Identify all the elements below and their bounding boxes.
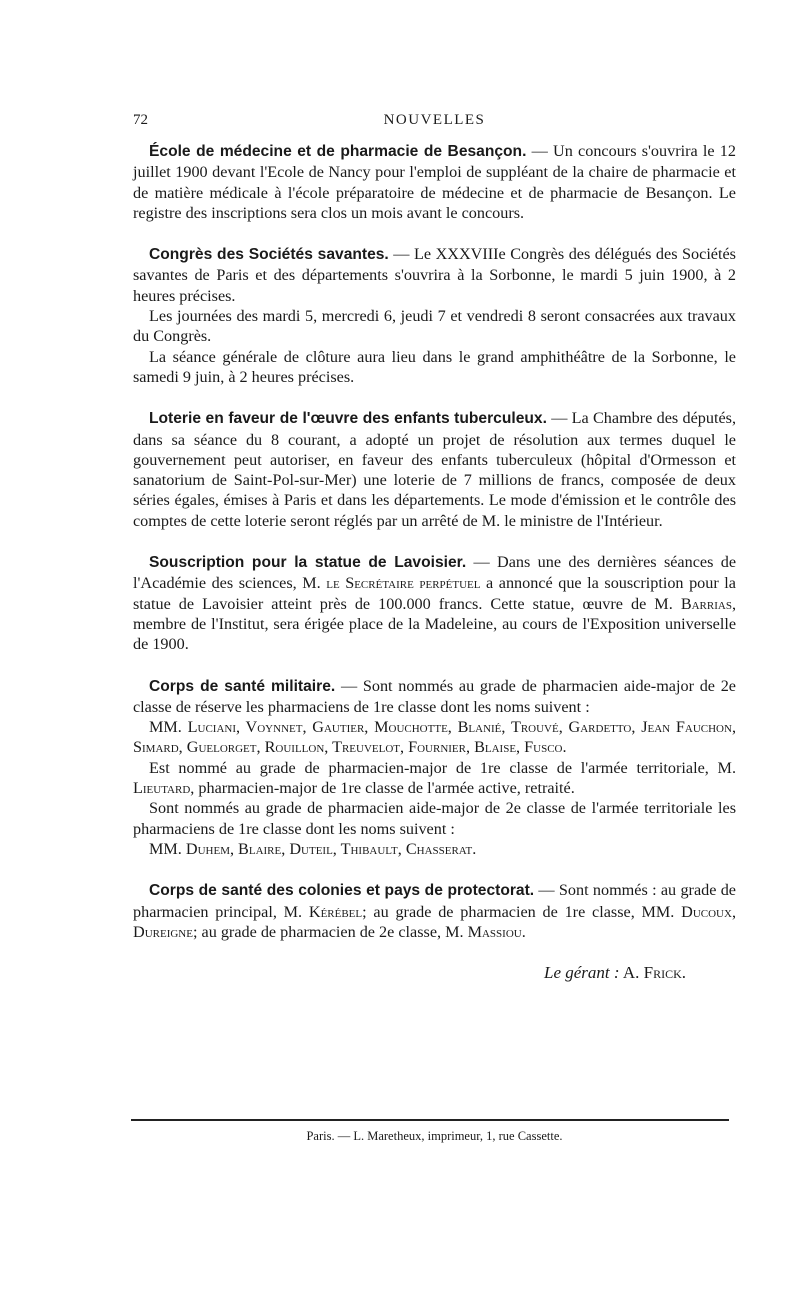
paragraph-text: ; au grade de pharmacien de 1re classe, MM.	[362, 902, 682, 921]
paragraph	[133, 676, 736, 718]
paragraph-text: — La Chambre des députés, dans sa séance du 8 courant, a adopté un projet de résolution aux termes duquel le gouvernement peut autoriser, en faveur des enfants tuberculeux (hôpital d'Ormesson et sanatorium de Saint-Pol-sur-Mer) une loterie de 7 millions de francs, composée de deux séries égales, émises à Paris et dans les départements. Le mode d'émission et le contrôle des comptes de cette loterie seront réglés par un arrêté de M. le ministre de l'Intérieur.	[133, 409, 736, 530]
paragraph-text: — Un concours s'ouvrira le 12 juillet 1900 devant l'Ecole de Nancy pour l'emploi de suppléant de la chaire de pharmacie et de matière médicale à l'école préparatoire de médecine et de pharmacie de Besançon. Le registre des inscriptions sera clos un mois avant le concours.	[133, 142, 736, 222]
paragraph-text: ; au grade de pharmacien de 2e classe, M.	[192, 922, 468, 941]
paragraph-text: — Dans une des dernières séances de l'Académie des sciences, M.	[133, 553, 737, 593]
person-name: le Secrétaire perpétuel	[326, 574, 481, 593]
person-name: Ducoux	[681, 902, 732, 921]
paragraph-text: — Sont nommés : au grade de pharmacien principal, M.	[133, 881, 736, 921]
name-list	[133, 839, 736, 859]
paragraph-text: Est nommé au grade de pharmacien-major de 1re classe de l'armée territoriale, M.	[149, 758, 736, 777]
running-title: NOUVELLES	[383, 112, 486, 128]
section-heading: Congrès des Sociétés savantes.	[149, 246, 389, 264]
names-prefix: MM.	[149, 718, 188, 737]
signature-name: A. Frick.	[619, 963, 686, 983]
paragraph-text: ,	[731, 902, 736, 921]
person-name: Massiou	[467, 922, 522, 941]
section-heading: Loterie en faveur de l'œuvre des enfants tuberculeux.	[149, 410, 547, 428]
person-name: Kérébel	[308, 902, 363, 921]
section-heading: Corps de santé militaire.	[149, 677, 336, 695]
person-name: Dureigne	[133, 922, 193, 941]
person-name: Barrias	[680, 594, 732, 613]
section-heading: Corps de santé des colonies et pays de protectorat.	[149, 882, 535, 900]
names: Duhem, Blaire, Duteil, Thibault, Chasserat.	[185, 839, 477, 858]
paragraph-text: , membre de l'Institut, sera érigée place de la Madeleine, au cours de l'Exposition universelle de 1900.	[133, 594, 736, 654]
paragraph	[133, 408, 736, 531]
footer-rule	[131, 1119, 729, 1121]
names-prefix: MM.	[149, 839, 186, 858]
page-number: 72	[133, 112, 148, 128]
paragraph	[133, 758, 736, 799]
paragraph-text: — Sont nommés au grade de pharmacien aide-major de 2e classe de réserve les pharmaciens de 1re classe dont les noms suivent :	[133, 676, 736, 716]
names: Luciani, Voynnet, Gautier, Mouchotte, Blanié, Trouvé, Gardetto, Jean Fauchon, Simard, Guelorget, Rouillon, Treuvelot, Fournier, Blaise, Fusco.	[133, 718, 736, 757]
main-content	[133, 141, 736, 983]
running-header	[133, 112, 736, 136]
paragraph	[133, 244, 736, 306]
paragraph-text: , pharmacien-major de 1re classe de l'armée active, retraité.	[190, 779, 575, 798]
printer-imprint: Paris. — L. Maretheux, imprimeur, 1, rue Cassette.	[306, 1129, 563, 1143]
section-militaire	[133, 676, 736, 860]
section-lavoisier	[133, 552, 736, 654]
paragraph	[133, 880, 736, 942]
name-list	[133, 717, 736, 758]
section-loterie	[133, 408, 736, 531]
section-colonies	[133, 880, 736, 942]
paragraph: La séance générale de clôture aura lieu dans le grand amphithéâtre de la Sorbonne, le samedi 9 juin, à 2 heures précises.	[133, 347, 736, 386]
paragraph	[133, 141, 736, 223]
section-heading: École de médecine et de pharmacie de Besançon.	[149, 143, 527, 160]
signature	[133, 963, 686, 983]
signature-label: Le gérant :	[543, 963, 620, 983]
paragraph	[133, 552, 736, 654]
section-besancon	[133, 141, 736, 223]
paragraph: Sont nommés au grade de pharmacien aide-major de 2e classe de l'armée territoriale les pharmaciens de 1re classe dont les noms suivent :	[133, 799, 736, 838]
paragraph-text: — Le XXXVIIIe Congrès des délégués des Sociétés savantes de Paris et des départements s'ouvrira à la Sorbonne, le mardi 5 juin 1900, à 2 heures précises.	[133, 245, 736, 305]
paragraph: Les journées des mardi 5, mercredi 6, jeudi 7 et vendredi 8 seront consacrées aux travaux du Congrès.	[133, 307, 736, 346]
paragraph-text: a annoncé que la souscription pour la statue de Lavoisier atteint près de 100.000 francs. Cette statue, œuvre de M.	[133, 574, 736, 613]
section-heading: Souscription pour la statue de Lavoisier.	[149, 554, 467, 572]
person-name: Lieutard	[133, 779, 191, 798]
section-congres	[133, 244, 736, 387]
paragraph-text: .	[521, 922, 526, 941]
